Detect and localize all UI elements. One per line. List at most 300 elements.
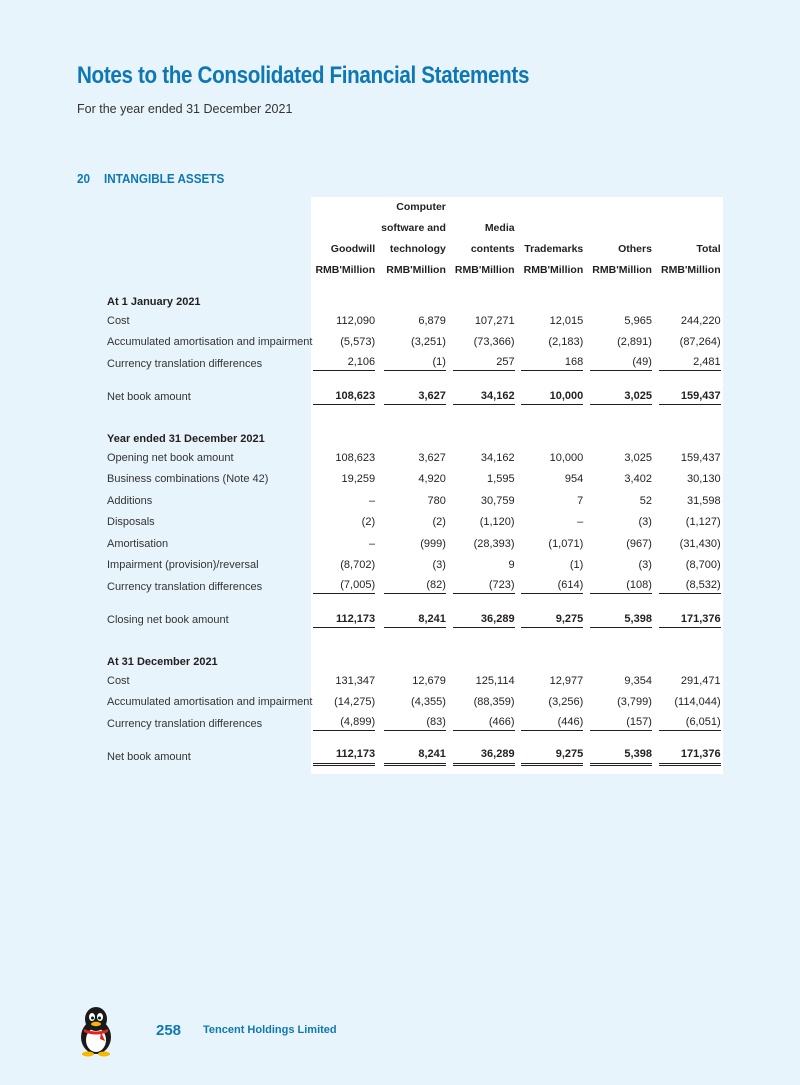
- cell-value: (114,044): [674, 696, 721, 709]
- column-header-line: [312, 197, 375, 218]
- total-value-cell: [589, 610, 658, 632]
- column-header: [312, 197, 381, 283]
- row-label: Disposals: [107, 516, 155, 529]
- empty-cell: [521, 283, 590, 310]
- column-header: [589, 197, 658, 283]
- spacer-row: [0, 735, 727, 747]
- cell-value: 10,000: [549, 451, 584, 464]
- total-value: 3,025: [590, 390, 652, 405]
- table-row: [0, 469, 727, 491]
- cell-value: 159,437: [680, 451, 721, 464]
- spacer-cell: [0, 408, 312, 420]
- spacer-cell: [658, 408, 727, 420]
- value-cell: [589, 469, 658, 491]
- total-row: [0, 747, 727, 769]
- row-label: Additions: [107, 494, 153, 507]
- cell-value: (3,251): [411, 336, 446, 349]
- spacer-row: [0, 375, 727, 387]
- column-header-line: technology: [389, 243, 446, 255]
- value-cell: [452, 713, 521, 735]
- value-cell: [312, 533, 381, 555]
- spacer-cell: [521, 631, 590, 643]
- spacer-cell: [658, 598, 727, 610]
- total-label: Net book amount: [107, 751, 191, 764]
- value-cell: [312, 353, 381, 375]
- total-value-cell: [381, 747, 452, 769]
- value-cell: [521, 310, 590, 332]
- cell-value: (3,799): [617, 696, 652, 709]
- value-cell: [658, 576, 727, 598]
- value-cell: [452, 512, 521, 534]
- value-cell: [658, 332, 727, 354]
- total-row: [0, 387, 727, 409]
- value-cell: [452, 353, 521, 375]
- total-value: 8,241: [384, 748, 446, 766]
- total-value: 112,173: [313, 613, 375, 628]
- value-cell: [312, 713, 381, 735]
- column-unit: RMB'Million: [454, 264, 515, 276]
- cell-value: (1,071): [548, 537, 584, 550]
- value-cell: [452, 576, 521, 598]
- group-title: Year ended 31 December 2021: [107, 433, 265, 445]
- value-cell: [589, 713, 658, 735]
- row-label: Accumulated amortisation and impairment: [107, 696, 313, 709]
- value-cell: [589, 576, 658, 598]
- spacer-cell: [452, 598, 521, 610]
- value-cell: [381, 490, 452, 512]
- cell-value: 257: [453, 356, 515, 371]
- cell-value: 9: [508, 559, 515, 572]
- cell-value: (3): [432, 559, 446, 572]
- table-row: [0, 713, 727, 735]
- value-cell: [312, 447, 381, 469]
- cell-value: (2,183): [548, 336, 584, 349]
- empty-cell: [452, 283, 521, 310]
- row-label: Cost: [107, 674, 130, 687]
- total-value-cell: [452, 387, 521, 409]
- empty-cell: [381, 643, 452, 670]
- cell-value: (1,127): [685, 516, 721, 529]
- value-cell: [658, 692, 727, 714]
- cell-value: (967): [626, 537, 652, 550]
- cell-value: 34,162: [480, 451, 515, 464]
- cell-value: 112,090: [336, 314, 376, 327]
- table-row: [0, 512, 727, 534]
- cell-value: (5,573): [340, 336, 376, 349]
- value-cell: [452, 332, 521, 354]
- cell-value: 107,271: [474, 314, 515, 327]
- empty-cell: [521, 420, 590, 447]
- empty-cell: [658, 643, 727, 670]
- cell-value: 52: [639, 494, 652, 507]
- spacer-row: [0, 598, 727, 610]
- spacer-cell: [589, 735, 658, 747]
- value-cell: [589, 447, 658, 469]
- total-value: 159,437: [659, 390, 721, 405]
- total-value-cell: [381, 387, 452, 409]
- table-row: [0, 555, 727, 577]
- column-header-line: [521, 197, 584, 218]
- spacer-cell: [521, 408, 590, 420]
- cell-value: (8,700): [685, 559, 721, 572]
- cell-value: (82): [384, 579, 446, 594]
- spacer-cell: [381, 631, 452, 643]
- total-value-cell: [452, 747, 521, 769]
- column-header-line: [452, 197, 515, 218]
- spacer-cell: [452, 735, 521, 747]
- column-header-row: [0, 197, 727, 283]
- value-cell: [312, 670, 381, 692]
- spacer-cell: [312, 375, 381, 387]
- cell-value: (28,393): [473, 537, 515, 550]
- value-cell: [589, 692, 658, 714]
- empty-cell: [589, 283, 658, 310]
- total-value-cell: [521, 747, 590, 769]
- column-unit: RMB'Million: [386, 264, 446, 276]
- total-label: Closing net book amount: [107, 614, 229, 627]
- spacer-cell: [381, 375, 452, 387]
- value-cell: [381, 512, 452, 534]
- value-cell: [452, 490, 521, 512]
- value-cell: [381, 469, 452, 491]
- section-number: 20: [77, 171, 91, 186]
- value-cell: [312, 692, 381, 714]
- value-cell: [312, 332, 381, 354]
- value-cell: [521, 447, 590, 469]
- spacer-cell: [589, 598, 658, 610]
- value-cell: [658, 512, 727, 534]
- cell-value: 30,130: [686, 473, 721, 486]
- group-title-row: [0, 283, 727, 310]
- total-value: 3,627: [384, 390, 446, 405]
- total-value: 36,289: [453, 613, 515, 628]
- cell-value: 4,920: [418, 473, 446, 486]
- value-cell: [381, 692, 452, 714]
- value-cell: [312, 555, 381, 577]
- total-value: 9,275: [521, 748, 583, 766]
- cell-value: (3): [638, 516, 652, 529]
- value-cell: [521, 512, 590, 534]
- spacer-cell: [521, 375, 590, 387]
- value-cell: [658, 447, 727, 469]
- total-value: 108,623: [313, 390, 375, 405]
- cell-value: (4,355): [411, 696, 446, 709]
- value-cell: [381, 353, 452, 375]
- value-cell: [452, 447, 521, 469]
- cell-value: 9,354: [624, 674, 652, 687]
- column-header-line: [312, 218, 375, 239]
- value-cell: [658, 670, 727, 692]
- cell-value: (14,275): [334, 696, 376, 709]
- total-value: 10,000: [521, 390, 583, 405]
- total-value-cell: [312, 610, 381, 632]
- cell-value: (2): [361, 516, 376, 529]
- value-cell: [589, 310, 658, 332]
- cell-value: (4,899): [313, 716, 375, 731]
- value-cell: [589, 533, 658, 555]
- total-value: 112,173: [313, 748, 375, 766]
- empty-cell: [521, 643, 590, 670]
- cell-value: (3,256): [548, 696, 584, 709]
- value-cell: [521, 533, 590, 555]
- value-cell: [521, 576, 590, 598]
- row-label: Amortisation: [107, 537, 169, 550]
- column-header-line: contents: [470, 243, 515, 255]
- cell-value: 12,977: [549, 674, 584, 687]
- total-value: 8,241: [384, 613, 446, 628]
- table-row: [0, 533, 727, 555]
- cell-value: (1): [569, 559, 584, 572]
- column-header: [381, 197, 452, 283]
- value-cell: [452, 555, 521, 577]
- cell-value: (7,005): [313, 579, 375, 594]
- value-cell: [521, 469, 590, 491]
- table-row: [0, 670, 727, 692]
- cell-value: 168: [521, 356, 583, 371]
- cell-value: 954: [564, 473, 584, 486]
- cell-value: 30,759: [480, 494, 515, 507]
- value-cell: [589, 555, 658, 577]
- total-value-cell: [312, 747, 381, 769]
- value-cell: [589, 332, 658, 354]
- value-cell: [589, 490, 658, 512]
- spacer-cell: [452, 375, 521, 387]
- column-header-line: Trademarks: [524, 243, 584, 255]
- total-value-cell: [658, 387, 727, 409]
- spacer-cell: [452, 408, 521, 420]
- column-header-line: [658, 197, 721, 218]
- empty-cell: [589, 420, 658, 447]
- value-cell: [452, 310, 521, 332]
- row-label: Impairment (provision)/reversal: [107, 559, 259, 572]
- value-cell: [452, 533, 521, 555]
- cell-value: (466): [453, 716, 515, 731]
- cell-value: –: [369, 494, 376, 507]
- cell-value: –: [577, 516, 584, 529]
- column-header: [658, 197, 727, 283]
- spacer-cell: [312, 735, 381, 747]
- cell-value: 6,879: [418, 314, 446, 327]
- cell-value: 12,679: [412, 674, 446, 687]
- column-header-line: [521, 218, 584, 239]
- spacer-cell: [0, 631, 312, 643]
- spacer-cell: [521, 598, 590, 610]
- empty-cell: [312, 283, 381, 310]
- cell-value: 244,220: [680, 314, 721, 327]
- cell-value: (108): [590, 579, 652, 594]
- value-cell: [589, 670, 658, 692]
- total-value-cell: [452, 610, 521, 632]
- value-cell: [658, 713, 727, 735]
- cell-value: 19,259: [341, 473, 376, 486]
- cell-value: (157): [590, 716, 652, 731]
- spacer-cell: [589, 631, 658, 643]
- table-row: [0, 490, 727, 512]
- column-header-line: software and: [381, 222, 446, 234]
- value-cell: [521, 555, 590, 577]
- cell-value: –: [369, 537, 376, 550]
- spacer-cell: [589, 408, 658, 420]
- empty-cell: [589, 643, 658, 670]
- value-cell: [381, 670, 452, 692]
- total-value-cell: [589, 387, 658, 409]
- cell-value: (614): [521, 579, 583, 594]
- total-value-cell: [589, 747, 658, 769]
- value-cell: [312, 469, 381, 491]
- cell-value: (87,264): [679, 336, 721, 349]
- column-header: [521, 197, 590, 283]
- spacer-cell: [381, 735, 452, 747]
- cell-value: (2): [432, 516, 446, 529]
- column-header-line: [589, 197, 652, 218]
- value-cell: [312, 310, 381, 332]
- value-cell: [521, 692, 590, 714]
- table-row: [0, 353, 727, 375]
- cell-value: (31,430): [679, 537, 721, 550]
- spacer-cell: [658, 375, 727, 387]
- column-unit: RMB'Million: [592, 264, 652, 276]
- value-cell: [521, 490, 590, 512]
- value-cell: [589, 512, 658, 534]
- cell-value: (1,120): [479, 516, 515, 529]
- cell-value: (2,891): [617, 336, 652, 349]
- value-cell: [658, 310, 727, 332]
- value-cell: [521, 332, 590, 354]
- empty-cell: [658, 420, 727, 447]
- column-unit: RMB'Million: [660, 264, 721, 276]
- column-header-line: [658, 218, 721, 239]
- value-cell: [589, 353, 658, 375]
- value-cell: [452, 670, 521, 692]
- cell-value: 291,471: [680, 674, 721, 687]
- value-cell: [452, 692, 521, 714]
- cell-value: 3,025: [624, 451, 652, 464]
- total-value-cell: [521, 387, 590, 409]
- table-row: [0, 692, 727, 714]
- empty-cell: [381, 420, 452, 447]
- spacer-cell: [312, 631, 381, 643]
- total-row: [0, 610, 727, 632]
- group-title-row: [0, 643, 727, 670]
- value-cell: [658, 353, 727, 375]
- table-row: [0, 576, 727, 598]
- cell-value: 125,114: [475, 674, 515, 687]
- total-value-cell: [381, 610, 452, 632]
- value-cell: [381, 713, 452, 735]
- row-label: Currency translation differences: [107, 717, 263, 730]
- value-cell: [381, 332, 452, 354]
- value-cell: [312, 576, 381, 598]
- total-value: 5,398: [590, 613, 652, 628]
- cell-value: 2,481: [659, 356, 721, 371]
- cell-value: 12,015: [549, 314, 584, 327]
- cell-value: 7: [577, 494, 584, 507]
- cell-value: 3,627: [418, 451, 446, 464]
- group-title: At 31 December 2021: [107, 656, 218, 668]
- cell-value: (6,051): [659, 716, 721, 731]
- total-value: 171,376: [659, 613, 721, 628]
- cell-value: (1): [384, 356, 446, 371]
- spacer-cell: [0, 735, 312, 747]
- spacer-cell: [381, 598, 452, 610]
- value-cell: [452, 469, 521, 491]
- cell-value: (446): [521, 716, 583, 731]
- spacer-cell: [312, 598, 381, 610]
- value-cell: [658, 490, 727, 512]
- value-cell: [381, 576, 452, 598]
- column-unit: RMB'Million: [523, 264, 584, 276]
- spacer-cell: [381, 408, 452, 420]
- cell-value: (999): [420, 537, 446, 550]
- row-label: Currency translation differences: [107, 580, 263, 593]
- total-value: 5,398: [590, 748, 652, 766]
- value-cell: [658, 555, 727, 577]
- spacer-cell: [312, 408, 381, 420]
- cell-value: 780: [427, 494, 446, 507]
- table-row: [0, 332, 727, 354]
- cell-value: 5,965: [624, 314, 652, 327]
- company-name: Tencent Holdings Limited: [203, 1024, 337, 1036]
- empty-cell: [658, 283, 727, 310]
- spacer-cell: [452, 631, 521, 643]
- group-title-row: [0, 420, 727, 447]
- column-header-line: Total: [696, 243, 721, 255]
- section-title: INTANGIBLE ASSETS: [104, 171, 225, 186]
- cell-value: 1,595: [487, 473, 515, 486]
- page-subtitle: For the year ended 31 December 2021: [77, 102, 293, 116]
- empty-cell: [312, 420, 381, 447]
- intangible-assets-table: [0, 197, 727, 768]
- group-title: At 1 January 2021: [107, 296, 201, 308]
- table-row: [0, 310, 727, 332]
- value-cell: [312, 490, 381, 512]
- value-cell: [312, 512, 381, 534]
- page-title: Notes to the Consolidated Financial Statements: [77, 62, 530, 89]
- row-label: Opening net book amount: [107, 451, 234, 464]
- cell-value: (73,366): [473, 336, 515, 349]
- row-label-header: [0, 197, 312, 283]
- empty-cell: [452, 643, 521, 670]
- column-header: [452, 197, 521, 283]
- column-header-line: [589, 218, 652, 239]
- cell-value: (8,702): [340, 559, 376, 572]
- cell-value: (723): [453, 579, 515, 594]
- value-cell: [381, 555, 452, 577]
- cell-value: 131,347: [335, 674, 376, 687]
- empty-cell: [452, 420, 521, 447]
- cell-value: 108,623: [335, 451, 376, 464]
- total-value: 36,289: [453, 748, 515, 766]
- total-value-cell: [658, 747, 727, 769]
- value-cell: [521, 713, 590, 735]
- row-label: Accumulated amortisation and impairment: [107, 336, 313, 349]
- page-number: 258: [156, 1022, 182, 1039]
- cell-value: (88,359): [473, 696, 515, 709]
- empty-cell: [312, 643, 381, 670]
- value-cell: [658, 533, 727, 555]
- intangible-assets-table-container: [0, 197, 800, 768]
- cell-value: 3,402: [624, 473, 652, 486]
- total-value-cell: [658, 610, 727, 632]
- row-label: Currency translation differences: [107, 357, 263, 370]
- spacer-cell: [0, 375, 312, 387]
- spacer-row: [0, 631, 727, 643]
- cell-value: (83): [384, 716, 446, 731]
- total-value: 34,162: [453, 390, 515, 405]
- value-cell: [381, 533, 452, 555]
- column-header-line: Computer: [396, 201, 446, 213]
- total-value: 9,275: [521, 613, 583, 628]
